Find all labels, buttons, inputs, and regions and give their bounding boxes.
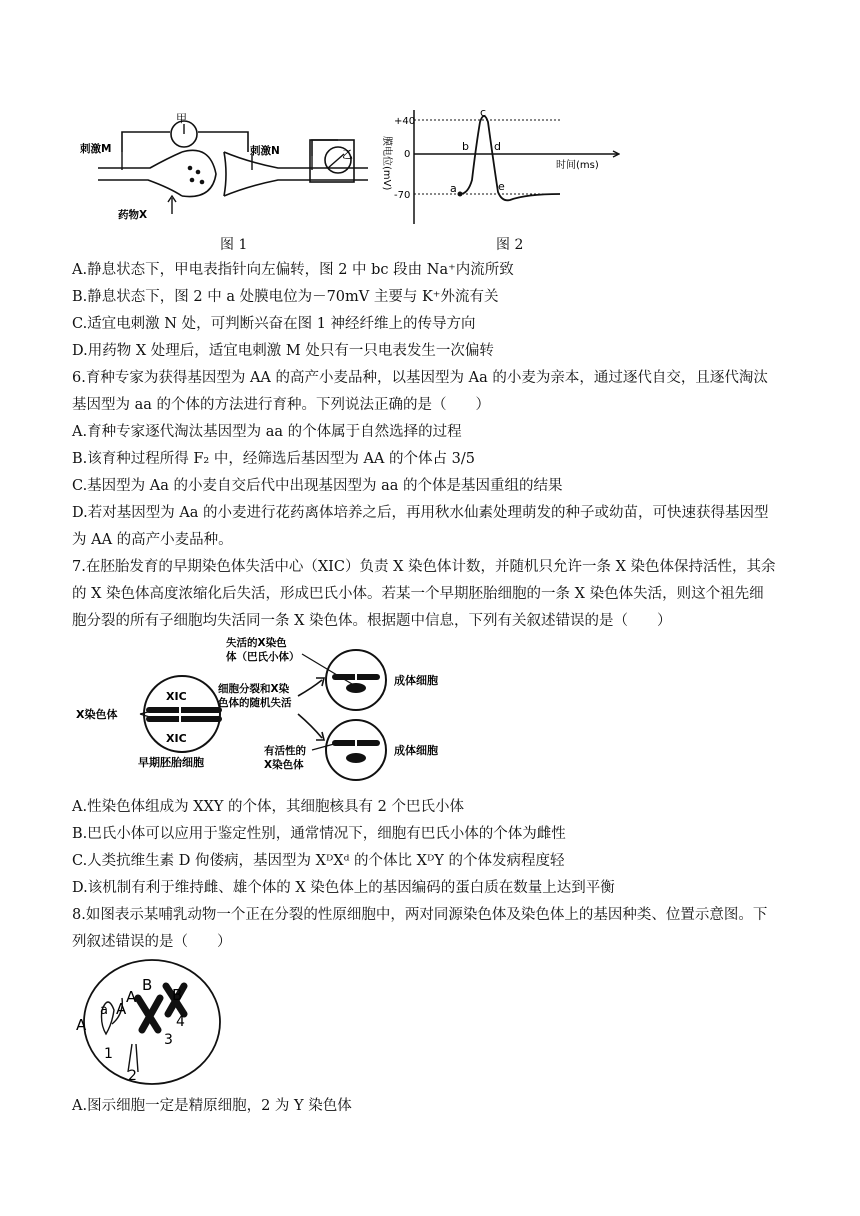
point-d-label: d xyxy=(494,140,501,153)
point-b-label: b xyxy=(462,140,469,153)
x-axis-label: 时间(ms) xyxy=(556,160,599,171)
division-label-line2: 色体的随机失活 xyxy=(218,697,292,709)
inactive-x-label-line2: 体（巴氏小体） xyxy=(226,651,300,663)
stim-n-label: 刺激N xyxy=(250,145,280,157)
active-x-label-line2: X染色体 xyxy=(264,759,304,771)
q8-label-a: a xyxy=(100,1003,108,1018)
q8-stem-line1: 8.如图表示某哺乳动物一个正在分裂的性原细胞中，两对同源染色体及染色体上的基因种类、位置示意图。下 xyxy=(72,907,768,923)
q6-stem-line2: 基因型为 aa 的个体的方法进行育种。下列说法正确的是（ ） xyxy=(72,397,491,413)
q5-option-b: B.静息状态下，图 2 中 a 处膜电位为－70mV 主要与 K⁺外流有关 xyxy=(72,289,499,305)
q6-option-d-line1: D.若对基因型为 Aa 的小麦进行花药离体培养之后，再用秋水仙素处理萌发的种子或幼苗，可快速获得基因型 xyxy=(72,505,769,521)
q8-label-2: 2 xyxy=(128,1068,137,1084)
adult-cell-label-top: 成体细胞 xyxy=(394,674,438,687)
active-x-label-line1: 有活性的 xyxy=(264,745,306,757)
q8-stem-line2: 列叙述错误的是（ ） xyxy=(72,934,232,950)
x-chromosome-label: X染色体 xyxy=(76,708,118,721)
q7-stem-line3: 胞分裂的所有子细胞均失活同一条 X 染色体。根据题中信息，下列有关叙述错误的是（ ） xyxy=(72,613,672,629)
figure-2-action-potential-graph xyxy=(370,106,620,228)
q7-option-a: A.性染色体组成为 XXY 的个体，其细胞核具有 2 个巴氏小体 xyxy=(72,799,464,815)
q8-dividing-cell-diagram xyxy=(72,954,232,1088)
early-embryo-cell-label: 早期胚胎细胞 xyxy=(138,756,204,769)
q8-label-1: 1 xyxy=(104,1046,113,1062)
q8-label-B-left: B xyxy=(142,976,153,994)
figure-2-caption: 图 2 xyxy=(496,237,524,253)
division-label-line1: 细胞分裂和X染 xyxy=(218,683,290,695)
point-a-label: a xyxy=(450,182,457,195)
q8-label-A-mid: A xyxy=(116,1000,127,1018)
q6-stem-line1: 6.育种专家为获得基因型为 AA 的高产小麦品种，以基因型为 Aa 的小麦为亲本，通过逐代自交，且逐代淘汰 xyxy=(72,370,768,386)
meter-jia-label: 甲 xyxy=(176,112,187,125)
point-c-label: c xyxy=(480,106,487,119)
tick-plus40: +40 xyxy=(394,116,416,127)
inactive-x-label-line1: 失活的X染色 xyxy=(226,637,287,649)
q8-label-A-left: A xyxy=(76,1016,87,1034)
xic-label-bottom: XIC xyxy=(166,732,187,745)
q6-option-c: C.基因型为 Aa 的小麦自交后代中出现基因型为 aa 的个体是基因重组的结果 xyxy=(72,478,563,494)
q8-label-B-right: B xyxy=(172,986,183,1004)
figure-1-nerve-diagram xyxy=(78,108,368,226)
q5-option-d: D.用药物 X 处理后，适宜电刺激 M 处只有一只电表发生一次偏转 xyxy=(72,343,494,359)
figure-1-caption: 图 1 xyxy=(220,237,248,253)
q7-stem-line1: 7.在胚胎发育的早期染色体失活中心（XIC）负责 X 染色体计数，并随机只允许一条 X 染色体保持活性，其余 xyxy=(72,559,776,575)
q8-label-3: 3 xyxy=(164,1032,173,1048)
q7-stem-line2: 的 X 染色体高度浓缩化后失活，形成巴氏小体。若某一个早期胚胎细胞的一条 X 染色体失活，则这个祖先细 xyxy=(72,586,764,602)
point-e-label: e xyxy=(498,180,505,193)
q6-option-a: A.育种专家逐代淘汰基因型为 aa 的个体属于自然选择的过程 xyxy=(72,424,462,440)
q5-option-a: A.静息状态下，甲电表指针向左偏转，图 2 中 bc 段由 Na⁺内流所致 xyxy=(72,262,514,278)
tick-minus70: -70 xyxy=(394,190,411,201)
q7-option-d: D.该机制有利于维持雌、雄个体的 X 染色体上的基因编码的蛋白质在数量上达到平衡 xyxy=(72,880,615,896)
y-axis-label: 膜电位(mV) xyxy=(381,136,392,191)
drug-x-label: 药物X xyxy=(118,209,148,221)
q6-option-b: B.该育种过程所得 F₂ 中，经筛选后基因型为 AA 的个体占 3/5 xyxy=(72,451,475,467)
q8-label-A-top: A xyxy=(126,988,137,1006)
xic-label-top: XIC xyxy=(166,690,187,703)
adult-cell-label-bottom: 成体细胞 xyxy=(394,744,438,757)
tick-zero: 0 xyxy=(404,149,411,160)
q7-x-inactivation-diagram xyxy=(76,636,496,782)
stim-m-label: 刺激M xyxy=(80,143,112,155)
q8-label-4: 4 xyxy=(176,1014,185,1030)
q7-option-b: B.巴氏小体可以应用于鉴定性别，通常情况下，细胞有巴氏小体的个体为雌性 xyxy=(72,826,566,842)
q7-option-c: C.人类抗维生素 D 佝偻病，基因型为 XᴰXᵈ 的个体比 XᴰY 的个体发病程度轻 xyxy=(72,853,565,869)
meter-yi-label: 乙 xyxy=(342,148,353,161)
q8-option-a: A.图示细胞一定是精原细胞，2 为 Y 染色体 xyxy=(72,1098,352,1114)
q6-option-d-line2: 为 AA 的高产小麦品种。 xyxy=(72,532,233,548)
q5-option-c: C.适宜电刺激 N 处，可判断兴奋在图 1 神经纤维上的传导方向 xyxy=(72,316,476,332)
